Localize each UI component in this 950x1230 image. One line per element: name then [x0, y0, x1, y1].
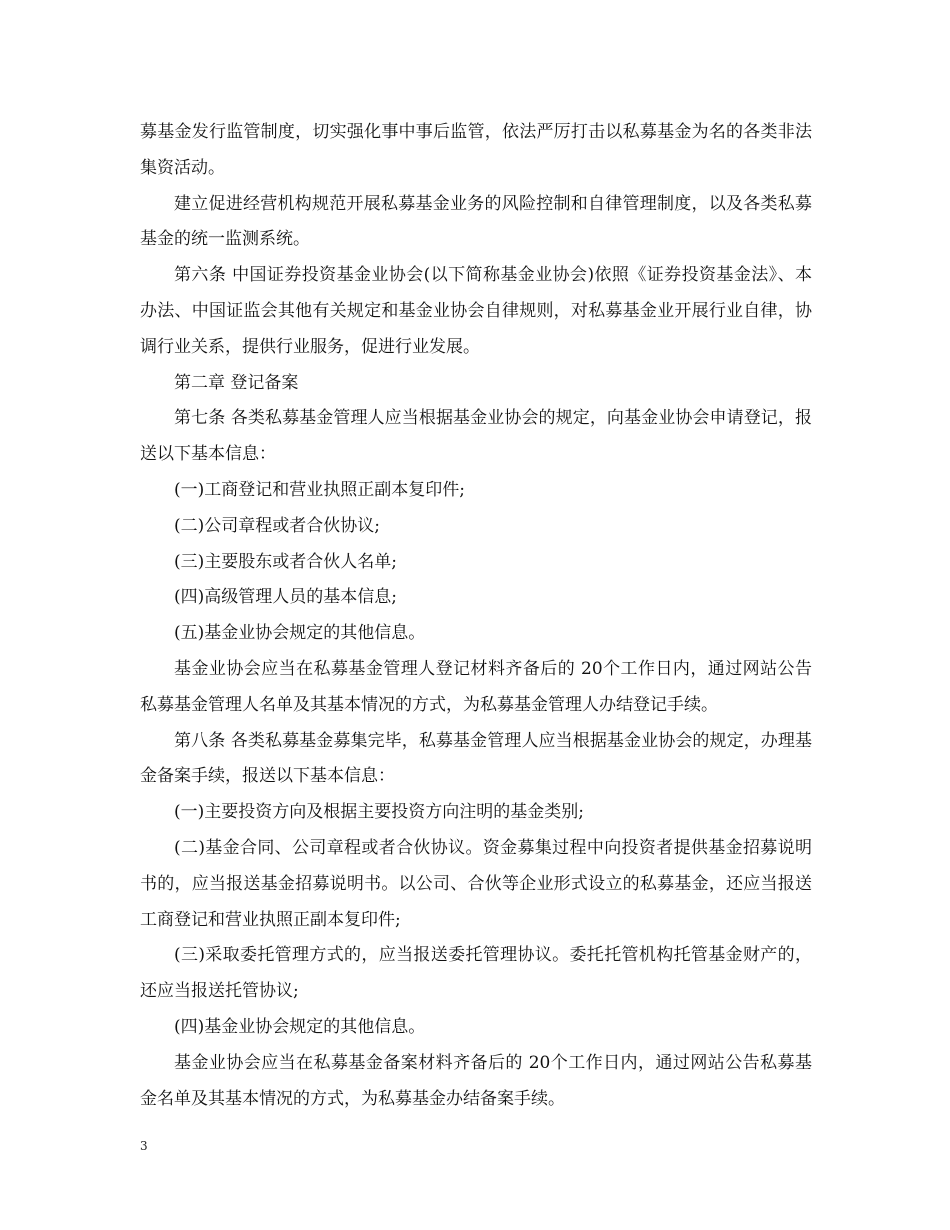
- list-item: (一)主要投资方向及根据主要投资方向注明的基金类别;: [174, 802, 584, 823]
- list-item: (四)基金业协会规定的其他信息。: [174, 1016, 426, 1037]
- article-7-paragraph: 第七条 各类私募基金管理人应当根据基金业协会的规定，向基金业协会申请登记，报送以下基本信息：: [140, 408, 812, 465]
- paragraph: 基金业协会应当在私募基金管理人登记材料齐备后的 20个工作日内，通过网站公告私募基金管理人名单及其基本情况的方式，为私募基金管理人办结登记手续。: [140, 658, 812, 715]
- list-item: (四)高级管理人员的基本信息;: [174, 587, 397, 608]
- list-item: (五)基金业协会规定的其他信息。: [174, 623, 426, 644]
- body-text: [140, 115, 812, 1117]
- paragraph: 基金业协会应当在私募基金备案材料齐备后的 20个工作日内，通过网站公告私募基金名单及其基本情况的方式，为私募基金办结备案手续。: [140, 1052, 812, 1109]
- list-item: (三)主要股东或者合伙人名单;: [174, 551, 397, 572]
- list-item: (一)工商登记和营业执照正副本复印件;: [174, 479, 465, 500]
- chapter-heading: 第二章 登记备案: [174, 372, 299, 393]
- article-6-paragraph: 第六条 中国证券投资基金业协会(以下简称基金业协会)依照《证券投资基金法》、本办法、中国证监会其他有关规定和基金业协会自律规则，对私募基金业开展行业自律，协调行业关系，提供行业服务，促进行业发展。: [140, 265, 812, 357]
- paragraph: 建立促进经营机构规范开展私募基金业务的风险控制和自律管理制度，以及各类私募基金的统一监测系统。: [140, 193, 812, 250]
- article-8-paragraph: 第八条 各类私募基金募集完毕，私募基金管理人应当根据基金业协会的规定，办理基金备案手续，报送以下基本信息：: [140, 730, 812, 787]
- list-item: (三)采取委托管理方式的，应当报送委托管理协议。委托托管机构托管基金财产的，还应当报送托管协议;: [140, 945, 812, 1002]
- list-item: (二)公司章程或者合伙协议;: [174, 515, 380, 536]
- list-item: (二)基金合同、公司章程或者合伙协议。资金募集过程中向投资者提供基金招募说明书的，应当报送基金招募说明书。以公司、合伙等企业形式设立的私募基金，还应当报送工商登记和营业执照正副本复印件;: [140, 837, 812, 930]
- paragraph: 募基金发行监管制度，切实强化事中事后监管，依法严厉打击以私募基金为名的各类非法集资活动。: [140, 122, 812, 178]
- page-number: 3: [140, 1139, 148, 1153]
